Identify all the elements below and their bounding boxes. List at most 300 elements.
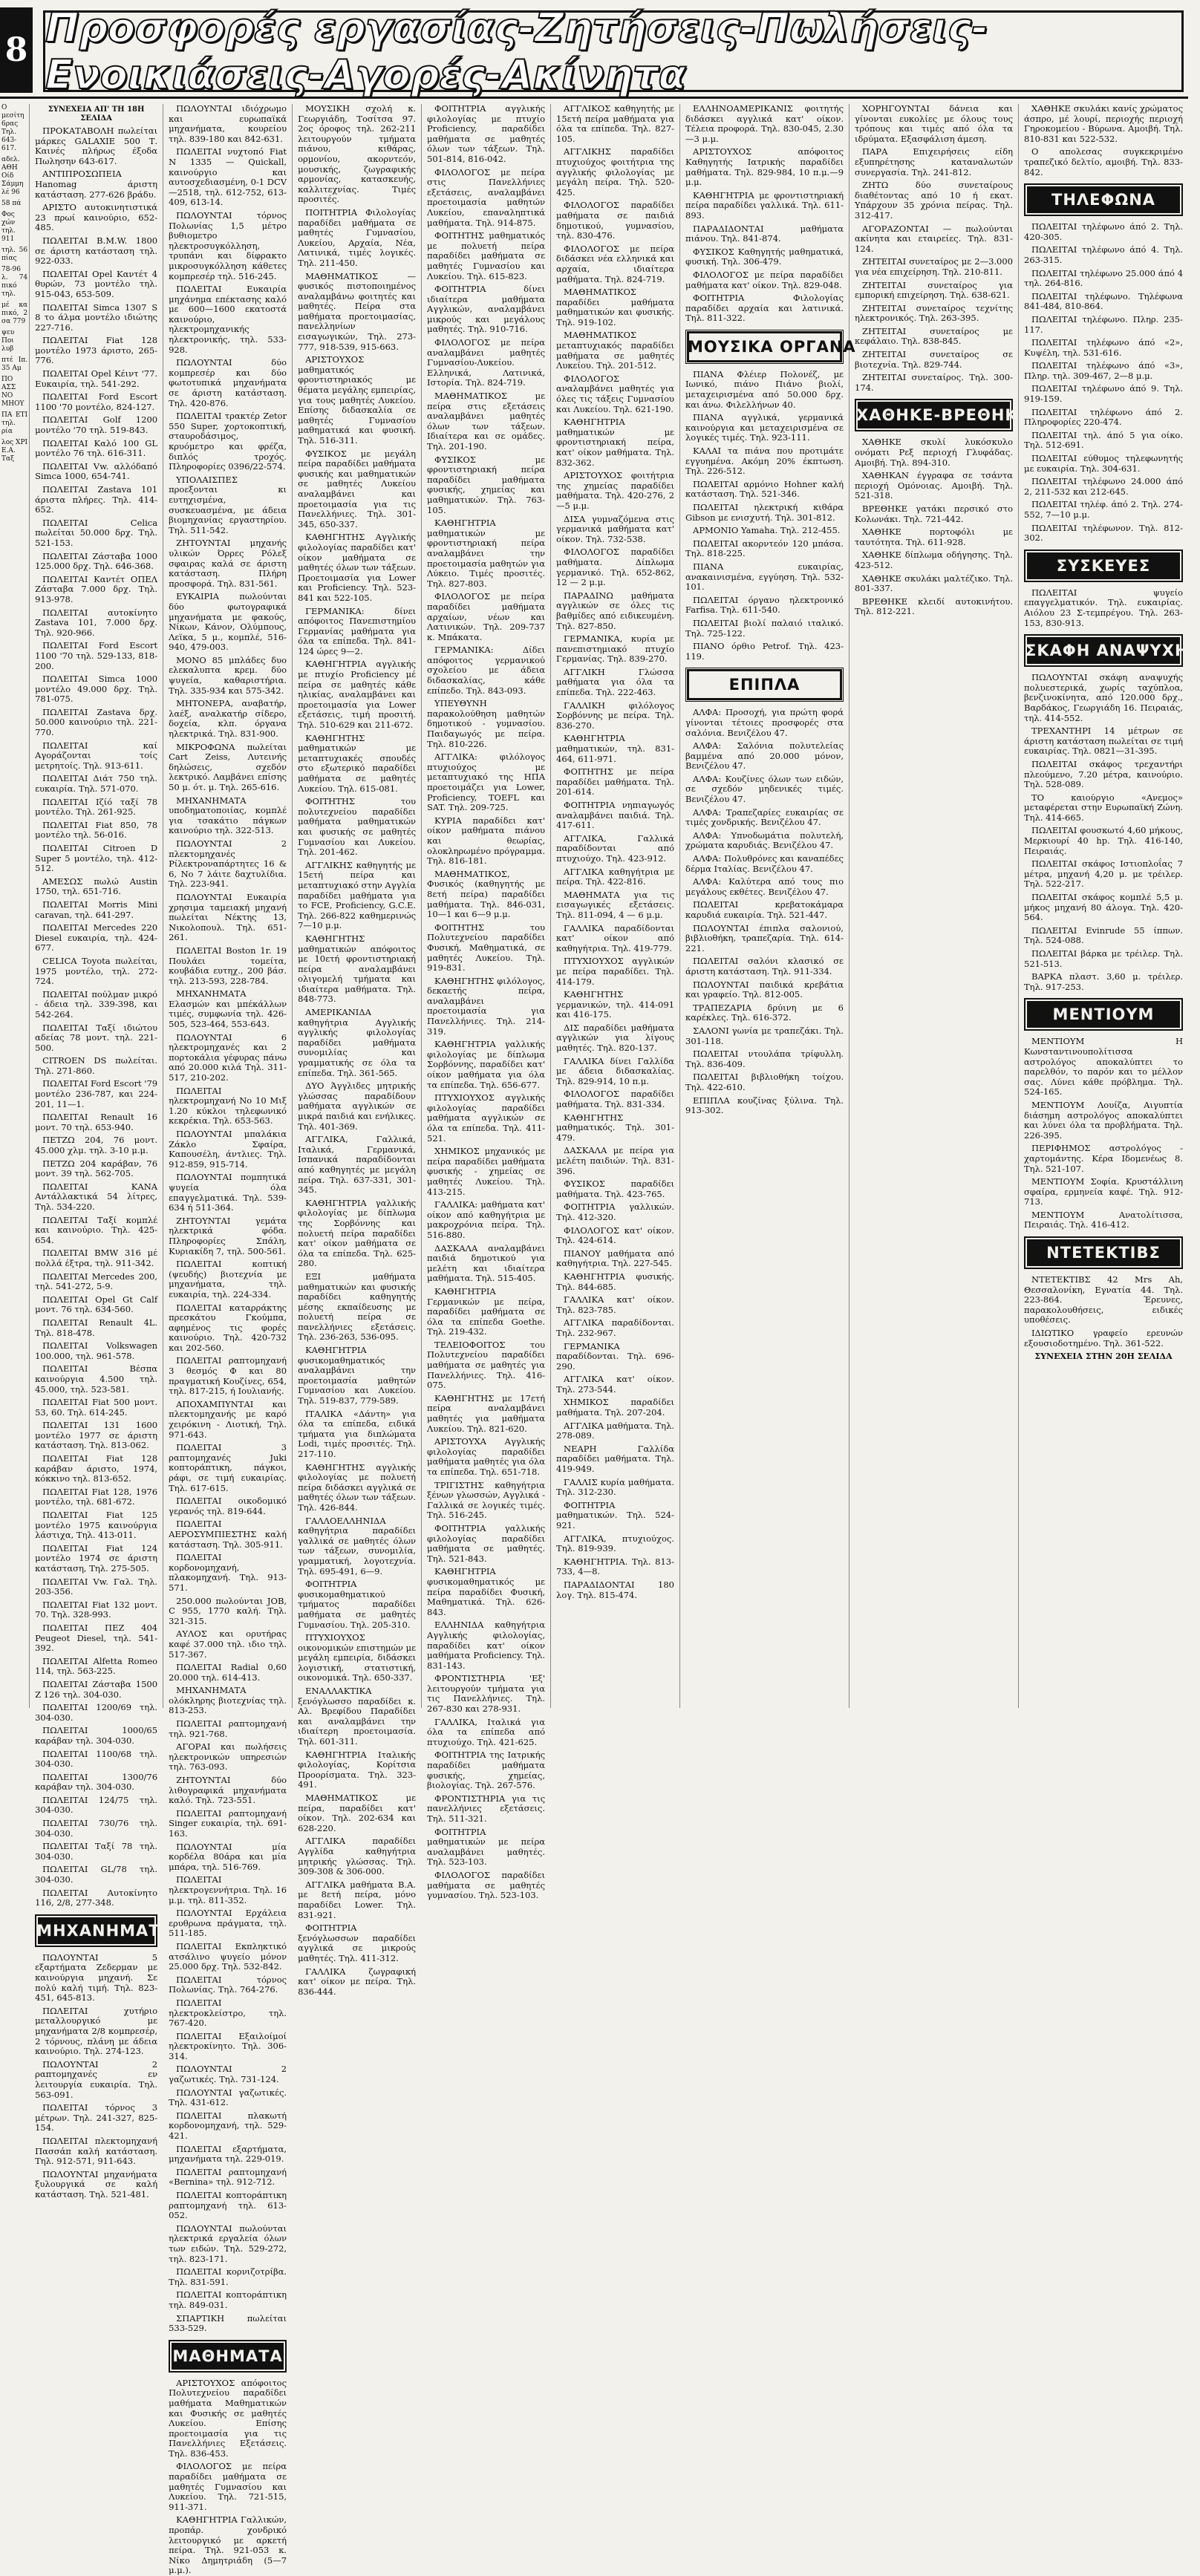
classified-ad: ΠΩΛΕΙΤΑΙ πούλμαν μικρό - άδεια τηλ. 339-398, και 542-264. xyxy=(35,988,158,1020)
classified-ad: ΖΗΤΕΙΤΑΙ συνεταίρος για εμπορική επιχείρηση. Τηλ. 638-621. xyxy=(855,279,1014,301)
section-heading: ΤΗΛΕΦΩΝΑ xyxy=(1024,183,1183,216)
classified-ad: ΑΝΤΙΠΡΟΣΩΠΕΙΑ Hanomag άριστη κατάσταση. 277-626 βράδυ. xyxy=(35,169,158,200)
classified-ad: ΠΩΛΕΙΤΑΙ Ιζίό ταξί 78 μοντέλο. Τηλ. 261-925. xyxy=(35,796,158,818)
masthead xyxy=(0,0,1188,99)
classified-ad: ΠΩΛΕΙΤΑΙ ραπτομηχανή τηλ. 921-768. xyxy=(169,1718,287,1739)
classified-ad: ΠΩΛΕΙΤΑΙ GL/78 τηλ. 304-030. xyxy=(35,1864,158,1885)
classified-ad: ΑΓΓΛΙΚΑ, Γαλλικά παραδίδονται από πτυχιούχο. Τηλ. 423-912. xyxy=(556,832,675,864)
classified-ad: ΤΡΑΠΕΖΑΡΙΑ δρύινη με 6 καρέκλες. Τηλ. 616-372. xyxy=(685,1002,844,1023)
section-heading: ΕΠΙΠΛΑ xyxy=(685,668,844,702)
classified-ad: ΠΩΛΕΙΤΑΙ ραπτομηχανή Singer ευκαιρία, τηλ. 691-163. xyxy=(169,1807,287,1839)
classified-ad: ΚΑΘΗΓΗΤΡΙΑ Ιταλικής φιλολογίας, Κορίτσια Προορίσματα. Τηλ. 323-491. xyxy=(298,1749,417,1790)
classified-ad: ΠΑΡΑΔΙΔΟΝΤΑΙ 180 λογ. Τηλ. 815-474. xyxy=(556,1579,675,1600)
section-heading: ΜΕΝΤΙΟΥΜ xyxy=(1024,998,1183,1031)
classified-ad: ΚΑΘΗΓΗΤΡΙΑ. Τηλ. 813-733, 4—8. xyxy=(556,1556,675,1577)
classified-ad: ΔΑΣΚΑΛΑ με πείρα για μελέτη παιδιών. Τηλ. 831-396. xyxy=(556,1145,675,1176)
section-heading: ΣΥΣΚΕΥΕΣ xyxy=(1024,550,1183,582)
classified-ad: ΠΑΡΑΔΙΝΩ μαθήματα αγγλικών σε όλες τις βαθμίδες από ειδικευμένη. Τηλ. 827-850. xyxy=(556,590,675,631)
classifieds-columns xyxy=(0,103,1200,2576)
classified-ad: ΠΙΑΝΑ αγγλικά, γερμανικά καινούργια και μεταχειρισμένα σε λογικές τιμές. Τηλ. 923-111. xyxy=(685,412,844,443)
classified-ad: ΜΕΝΤΙΟΥΜ Σοφία. Κρυστάλλινη σφαίρα, ερμηνεία καφέ. Τηλ. 912-713. xyxy=(1024,1176,1184,1207)
classified-ad: ΠΩΛΟΥΝΤΑΙ Ερχάλεια ερυθρωνα πράγματα, τηλ. 511-185. xyxy=(169,1908,287,1939)
classified-ad: ΠΩΛΕΙΤΑΙ 1000/65 καράβαν τηλ. 304-030. xyxy=(35,1725,158,1746)
section-banner xyxy=(43,4,1184,98)
classified-ad: ΠΩΛΟΥΝΤΑΙ πομπητικά ψυγεία όλα επαγγελματικά. Τηλ. 539-634 ή 511-364. xyxy=(169,1172,287,1213)
classified-ad: ΑΓΓΛΙΚΑ μαθήματα. Τηλ. 278-089. xyxy=(556,1420,675,1441)
classified-ad: ΠΩΛΟΥΝΤΑΙ δύο κομπρεσέρ και δύο φωτοτυπικά μηχανήματα σε άριστη κατάσταση. Τηλ. 420-876. xyxy=(169,357,287,408)
classified-ad: ΑΛΦΑ: Σαλόνια πολυτελείας βαμμένα από 20.000 μόνον, Βενιζέλου 47. xyxy=(685,740,844,772)
classified-ad: ΚΑΘΗΓΗΤΡΙΑ μαθηματικών με φροντιστηριακή πείρα αναλαμβάνει την προετοιμασία μαθητών για Λύκειο. Τιμές προσιτές. Τηλ. 827-803. xyxy=(427,518,546,589)
classified-ad: λος ΧΡΙ Ε.Α. Ταξ xyxy=(1,439,28,463)
classified-ad: ΑΜΕΣΩΣ πωλώ Austin 1750, τηλ. 651-716. xyxy=(35,875,158,897)
classified-ad: ΤΡΙΓΙΣΤΗΣ καθηγήτρια ξένων γλωσσών, Αγγλικά - Γαλλικά σε λογικές τιμές. Τηλ. 516-245. xyxy=(427,1479,546,1521)
classified-ad: ΔΥΟ Άγγλιδες μητρικής γλώσσας παραδίδουν μαθήματα αγγλικών σε μικρά παιδιά και ενήλικες. Τηλ. 401-369. xyxy=(298,1080,417,1132)
classified-ad: ΠΑΡΑ Επιχειρήσεις είδη εξυπηρέτησης καταναλωτών συνεργασία. Τηλ. 241-812. xyxy=(855,146,1014,177)
classified-ad: ΠΩΛΕΙΤΑΙ BMW 316 μέ πολλά έξτρα, τηλ. 911-342. xyxy=(35,1248,158,1268)
classified-ad: ΠΩΛΕΙΤΑΙ Ταξί κομπλέ και καινούριο. Τηλ. 425-654. xyxy=(35,1214,158,1245)
classified-ad: ΜΕΝΤΙΟΥΜ Η Κωνσταντινουπολίτισσα αστρολόγος αποκαλύπτει το παρελθόν, το παρόν και το μέλλον σας. Λύνει κάθε πρόβλημα. Τηλ. 524-165. xyxy=(1024,1036,1184,1098)
classified-ad: ΚΑΛΑΙ τα πιάνα που προτιμάτε εγγυημένα. Ακόμη 20% έκπτωση. Τηλ. 226-512. xyxy=(685,446,844,477)
classified-ad: ΠΩΛΕΙΤΑΙ τηλέφωνο. Πληρ. 235-117. xyxy=(1024,313,1184,335)
classified-ad: ΠΩΛΕΙΤΑΙ αρμόνιο Hohner καλή κατάσταση. Τηλ. 521-346. xyxy=(685,478,844,500)
classified-ad: ΠΩΛΕΙΤΑΙ κοπτοράπτικη ραπτομηχανή τηλ. 613-052. xyxy=(169,2190,287,2221)
classified-ad: ΑΡΙΣΤΟΥΧΟΣ φοιτήτρια της χημείας παραδίδει μαθήματα. Τηλ. 420-276, 2—5 μ.μ. xyxy=(556,470,675,511)
classified-ad: ΖΗΤΕΙΤΑΙ συνεταίρος σε βιοτεχνία. Τηλ. 829-744. xyxy=(855,349,1014,370)
classified-ad: ΠΩΛΕΙΤΑΙ Vw. αλλόδαπό Simca 1000, 654-741. xyxy=(35,460,158,482)
classified-ad: ΠΩΛΕΙΤΑΙ Fiat 132 μοντ. 70. Τηλ. 328-993. xyxy=(35,1599,158,1620)
classified-ad: ΠΩΛΕΙΤΑΙ φουσκωτό 4,60 μήκους, Μερκιουρί 40 hp. Τηλ. 416-140, Πειραιάς. xyxy=(1024,825,1184,856)
classified-ad: ΧΑΘΗΚΕ σκυλάκι κανίς χρώματος άσπρο, μέ λουρί, περιοχής περιοχή Γηροκομείου - Βύρωνα. Αμοιβή. Τηλ. 810-831 και 522-532. xyxy=(1024,103,1184,144)
classified-ad: ΠΩΛΟΥΝΤΑΙ Ευκαιρία χρησιμα ταμειακή μηχανή πωλείται Νέκτης 13, Νικολοπουλ. Τηλ. 651-261. xyxy=(169,891,287,943)
classified-ad: ΠΩΛΕΙΤΑΙ ακορντεόν 120 μπάσα. Τηλ. 818-225. xyxy=(685,538,844,559)
classified-ad: ΦΟΙΤΗΤΡΙΑ ξενόγλωσσων παραδίδει αγγλικά σε μικρούς μαθητές. Τηλ. 411-312. xyxy=(298,1923,417,1963)
classified-ad: ΦΟΙΤΗΤΡΙΑ νηπιαγωγός αναλαμβάνει παιδιά. Τηλ. 417-611. xyxy=(556,800,675,831)
classified-ad: ΕΝΑΛΛΑΚΤΙΚΑ ξενόγλωσσο παραδίδει κ. Αλ. Βρεφίδου Παραδίδει και αναλαμβάνει την ιδιαίτερη προετοιμασία. Τηλ. 601-311. xyxy=(298,1686,417,1747)
classified-ad: ΜΗΧΑΝΗΜΑΤΑ ολόκληρης βιοτεχνίας τηλ. 813-253. xyxy=(169,1685,287,1716)
classified-ad: ΥΠΕΥΘΥΝΗ παρακολούθηση μαθητών δημοτικού - γυμνασίου. Παιδαγωγός με πείρα. Τηλ. 810-226. xyxy=(427,698,546,749)
column-8 xyxy=(1019,103,1200,1708)
classified-ad: ΕΠΙΠΛΑ κουζίνας ξύλινα. Τηλ. 913-302. xyxy=(685,1095,844,1116)
classified-ad: ΜΗΧΑΝΗΜΑΤΑ Ελασμών και μπέκάλλων τιμές, συμφωνία τηλ. 426-505, 523-464, 553-643. xyxy=(169,988,287,1030)
classified-ad: ΑΓΓΛΙΚΑ, Γαλλικά, Ιταλικά, Γερμανικά, Ισπανικά παραδίδονται από καθηγητές με μεγάλη πείρα. Τηλ. 637-331, 301-345. xyxy=(298,1134,417,1196)
classified-ad: ΒΡΕΘΗΚΕ κλειδί αυτοκινήτου. Τηλ. 812-221. xyxy=(855,596,1014,617)
classified-ad: ΦΙΛΟΛΟΓΟΣ παραδίδει μαθήματα σε μαθητές γυμνασίου. Τηλ. 523-103. xyxy=(427,1869,546,1901)
classified-ad: ΠΟ ΑΣΣ ΝΟ ΜΗΟΥ xyxy=(1,376,25,408)
classified-ad: ΠΩΛΕΙΤΑΙ Ταξί 78 τηλ. 304-030. xyxy=(35,1841,158,1862)
classified-ad: ΠΙΑΝΟ όρθιο Petrof. Τηλ. 423-119. xyxy=(685,641,844,662)
classified-ad: ΠΩΛΕΙΤΑΙ ηλεκτρογεννήτρια. Τηλ. 16 μ.μ. τηλ. 811-352. xyxy=(169,1874,287,1905)
classified-ad: ΠΩΛΕΙΤΑΙ κορνιζοτρίβα. Τηλ. 831-591. xyxy=(169,2266,287,2287)
classified-ad: ΠΩΛΕΙΤΑΙ Ευκαιρία μηχάνημα επέκτασης καλό με 600—1600 εκατοστά καινούριο, ηλεκτρομηχανικής ηλεκτρονικής, τηλ. 533-928. xyxy=(169,284,287,355)
classified-ad: ΑΓΓΛΙΚΟΣ καθηγητής με 15ετή πείρα μαθήματα για όλα τα επίπεδα. Τηλ. 827-105. xyxy=(556,103,675,144)
section-heading: ΧΑΘΗΚΕ-ΒΡΕΘΗΚΕ xyxy=(855,399,1013,431)
classified-ad: ΙΔΙΩΤΙΚΟ γραφείο ερευνών εξουσιοδοτημένο. Τηλ. 361-522. xyxy=(1024,1328,1184,1349)
classified-ad: ΕΥΚΑΙΡΙΑ πωλούνται δύο φωτογραφικά μηχανήματα με φακούς, Νίκων, Κάνον, Ολύμπους, Λεϊκα, 5 μ., κομπλέ, 516-940, 479-003. xyxy=(169,591,287,653)
classified-ad: ΠΩΛΕΙΤΑΙ Εξαιλοίμοί ηλεκτροκίνητο. Τηλ. 306-314. xyxy=(169,2030,287,2061)
classified-ad: ΑΛΦΑ: Υπνοδωμάτια πολυτελή, χρώματα καρυδιάς. Βενιζέλου 47. xyxy=(685,829,844,851)
classified-ad: ΦΙΛΟΛΟΓΟΣ με πείρα παραδίδει μαθήματα κατ' οίκον. Τηλ. 829-048. xyxy=(685,269,844,290)
classified-ad: ΠΙΑΝΑ Φλέιερ Πολονέζ, με Ιωνικό, πιάνο Πιάνο βιολί, μεταχειρισμένα από 50.000 δρχ. και άνω. Φιλελλήνων 40. xyxy=(685,368,844,410)
classified-ad: ΠΩΛΕΙΤΑΙ σκάφος Ιστιοπλοΐας 7 μέτρα, μηχανή 4,20 μ. με τρέιλερ. Τηλ. 522-217. xyxy=(1024,858,1184,890)
classified-ad: ΠΩΛΕΙΤΑΙ χυτήριο μεταλλουργικό με μηχανήματα 2/8 κομπρεσέρ, 2 τόρνους, πλάνη με άδεια καινούριο. Τηλ. 274-123. xyxy=(35,2005,158,2057)
classified-ad: ΠΩΛΕΙΤΑΙ Mercedes 220 Diesel ευκαιρία, τηλ. 424-677. xyxy=(35,922,158,953)
classified-ad: ΓΑΛΛΙΚΑ κατ' οίκον. Τηλ. 823-785. xyxy=(556,1294,675,1315)
classified-ad: ΧΑΘΗΚΕ πορτοφόλι με ταυτότητα. Τηλ. 611-928. xyxy=(855,526,1014,547)
classified-ad: ΓΑΛΛΙΚΑ παραδίδονται κατ' οίκον από καθηγήτρια. Τηλ. 419-779. xyxy=(556,922,675,953)
classified-ad: τηλ. 56 πίας xyxy=(1,247,28,262)
classified-ad: ΠΩΛΕΙΤΑΙ Ζάσταβα 1500 Ζ 126 τηλ. 304-030. xyxy=(35,1678,158,1700)
classified-ad: ΠΩΛΕΙΤΑΙ Alfetta Romeo 114, τηλ. 563-225. xyxy=(35,1655,158,1677)
classified-ad: ΦΙΛΟΛΟΓΟΣ με πείρα διδάσκει νέα ελληνικά και αρχαία, ιδιαίτερα μαθήματα. Τηλ. 824-719. xyxy=(556,243,675,284)
classified-ad: ΠΩΛΕΙΤΑΙ Volkswagen 100.000, τηλ. 961-578. xyxy=(35,1340,158,1361)
classified-ad: ΠΩΛΕΙΤΑΙ Evinrude 55 ίππων. Τηλ. 524-088. xyxy=(1024,925,1184,946)
classified-ad: ΑΓΟΡΑΙ και πωλήσεις ηλεκτρονικών υπηρεσιών τηλ. 763-093. xyxy=(169,1741,287,1773)
classified-ad: ΠΩΛΕΙΤΑΙ Ford Escort 1100 '70 μοντέλο, 824-127. xyxy=(35,391,158,412)
classified-ad: ΠΩΛΕΙΤΑΙ Fiat 128 μοντέλο 1973 άριστο, 265-776. xyxy=(35,335,158,366)
classified-ad: ΠΩΛΕΙΤΑΙ τόρνος Πολωνίας. Τηλ. 764-276. xyxy=(169,1974,287,1995)
classified-ad: ΑΡΜΟΝΙΟ Yamaha. Τηλ. 212-455. xyxy=(693,525,841,536)
classified-ad: ΑΓΓΛΙΚΗ Γλώσσα μαθήματα για όλα τα επίπεδα. Τηλ. 222-463. xyxy=(556,666,675,698)
classified-ad: ΠΩΛΕΙΤΑΙ τρακτέρ Zetor 550 Super, χορτοκοπτική, σταυροδάσιμος, κρυόμετρο και φρέζα, διπλός τροχός. Πληροφορίες 0396/22-574. xyxy=(169,411,287,472)
classified-ad: ΓΕΡΜΑΝΙΚΑ παραδίδονται. Τηλ. 696-290. xyxy=(556,1340,675,1372)
classified-ad: ΚΑΘΗΓΗΤΡΙΑ Γαλλικών, προπάρ. χονδρικό λειτουργικό με αρκετή πείρα. Τηλ. 921-053 κ. Νίκο Δημητριάδη (5—7 μ.μ.). xyxy=(169,2514,287,2576)
classified-ad: ΑΓΓΛΙΚΗΣ παραδίδει πτυχιούχος φοιτήτρια της αγγλικής φιλολογίας με μεγάλη πείρα. Τηλ. 520-425. xyxy=(556,146,675,198)
classified-ad: ΠΩΛΕΙΤΑΙ Golf 1200 μοντέλο '70 τηλ. 519-843. xyxy=(35,414,158,436)
classified-ad: ΠΩΛΕΙΤΑΙ Αυτοκίνητο 116, 2/8, 277-348. xyxy=(35,1887,158,1908)
classified-ad: ΜΑΘΗΜΑΤΙΚΟΣ, Φυσικός (καθηγητής με 8ετή πείρα) παραδίδει μαθήματα. Τηλ. 846-031, 10—1 και 6—9 μ.μ. xyxy=(427,868,546,920)
classified-ad: ΓΑΛΛΙΚΑ, Ιταλικά για όλα τα επίπεδα από πτυχιούχο. Τηλ. 421-625. xyxy=(427,1716,546,1747)
classified-ad: ΦΟΙΤΗΤΗΣ του πολυτεχνείου παραδίδει μαθήματα μαθηματικών και φυσικής σε μαθητές Γυμνασίου και Λυκείου. Τηλ. 201-462. xyxy=(298,796,417,858)
classified-ad: ΜΟΝΟ 85 μπλάδες δυο ελεκαλυπτα κρεμ. δύο ψυγεία, καθαριστήρια. Τηλ. 335-934 και 575-342. xyxy=(169,654,287,696)
classified-ad: ΠΩΛΕΙΤΑΙ βάρκα με τρέιλερ. Τηλ. 521-513. xyxy=(1024,948,1184,969)
classified-ad: ΑΓΓΛΙΚΑ παραδίδει Αγγλίδα καθηγήτρια μητρικής γλώσσας. Τηλ. 309-308 & 306-000. xyxy=(298,1836,417,1877)
classified-ad: ΠΕΤΖΩ 204 καράβαν, 76 μοντ. 39 τηλ. 562-705. xyxy=(35,1158,158,1179)
classified-ad: ΠΩΛΕΙΤΑΙ Celica πωλείται 50.000 δρχ. Τηλ. 521-153. xyxy=(35,517,158,548)
classified-ad: ΔΙΣ παραδίδει μαθήματα αγγλικών για λίγους μαθητές. Τηλ. 820-137. xyxy=(556,1022,675,1054)
classified-ad: ΚΑΘΗΓΗΤΡΙΑ αγγλικής με πτυχίο Proficiency μέ πείρα σε μαθητές κάθε ηλικίας, αναλαμβάνει και προετοιμασία για Lower εξετάσεις, τιμή προσιτή. Τηλ. 510-629 και 211-672. xyxy=(298,659,417,731)
classified-ad: ΦΙΛΟΛΟΓΟΣ παραδίδει μαθήματα σε παιδιά δημοτικού, γυμνασίου, τηλ. 830-476. xyxy=(556,200,675,241)
section-heading: ΜΑΘΗΜΑΤΑ xyxy=(169,2340,287,2373)
classified-ad: ΠΩΛΕΙΤΑΙ ηλεκτρομηχανή No 10 Μιξ 1.20 κύκλοι τηλεφωνικό κεκρέκια. Τηλ. 653-563. xyxy=(169,1085,287,1126)
classified-ad: ΚΑΘΗΓΗΤΡΙΑ μαθηματικών με φροντιστηριακή πείρα, κατ' οίκον μαθήματα. Τηλ. 832-362. xyxy=(556,417,675,468)
classified-ad: ΠΩΛΟΥΝΤΑΙ μηχανήματα ξυλουργικά σε καλή κατάσταση. Τηλ. 521-481. xyxy=(35,2168,158,2200)
classified-ad: ΠΩΛΕΙΤΑΙ ΠΕΖ 404 Peugeot Diesel, τηλ. 541-392. xyxy=(35,1622,158,1654)
classified-ad: ΠΩΛΟΥΝΤΑΙ γαζωτικές. Τηλ. 431-612. xyxy=(169,2087,287,2108)
classified-ad: ΠΩΛΕΙΤΑΙ Fiat 850, 78 μοντέλο τηλ. 56-016. xyxy=(35,819,158,841)
classified-ad: ΠΩΛΕΙΤΑΙ Opel Καντέτ 4 θυρών, 73 μοντέλο τηλ. 915-043, 653-509. xyxy=(35,268,158,299)
column-4 xyxy=(422,103,551,1901)
classified-ad: ΦΙΛΟΛΟΓΟΣ με πείρα παραδίδει μαθήματα σε μαθητές Γυμνασίου και Λυκείου. Τηλ. 721-515, 911-371. xyxy=(169,2461,287,2512)
classified-ad: μέ κα πικό, 2 σα 779 xyxy=(1,301,28,325)
classified-ad: ΠΩΛΕΙΤΑΙ τηλέφωνον. Τηλ. 812-302. xyxy=(1024,522,1184,544)
classified-ad: ΣΑΛΟΝΙ γωνία με τραπεζάκι. Τηλ. 301-118. xyxy=(685,1025,844,1046)
classified-ad: ΠΩΛΟΥΝΤΑΙ έπιπλα σαλονιού, βιβλιοθήκη, τραπεζαρία. Τηλ. 614-221. xyxy=(685,922,844,953)
classified-ad: 250.000 πωλούνται JOB, C 955, 1770 καλή. Τηλ. 321-315. xyxy=(169,1595,287,1626)
classified-ad: ΠΟΙΤΗΤΡΙΑ Φιλολογίας παραδίδει μαθήματα σε μαθητές Γυμνασίου, Λυκείου, Αρχαία, Νέα, Λατινικά, τιμές λογικές. Τηλ. 211-450. xyxy=(298,206,417,268)
classified-ad: ΦΙΛΟΛΟΓΟΣ με πείρα στις Πανελλήνιες εξετάσεις, αναλαμβάνει προετοιμασία μαθητών Λυκείου, επαναληπτικά μαθήματα. Τηλ. 914-875. xyxy=(427,166,546,228)
classified-ad: ΠΩΛΕΙΤΑΙ κοπτοράπτικη τηλ. 849-031. xyxy=(169,2289,287,2310)
classified-ad: πτέ Ιπ. 35 Αμ xyxy=(1,356,28,372)
classified-ad: ΑΓΓΛΙΚΑ κατ' οίκον. Τηλ. 273-544. xyxy=(556,1374,675,1395)
page-title: Προσφορές εργασίας-Ζητήσεις-Πωλήσεις-Ενοικιάσεις-Αγορές-Ακίνητα xyxy=(45,4,988,98)
column-0 xyxy=(0,104,30,1708)
classified-ad: Ο μεσίτη 6ρας Τηλ. 643-617. xyxy=(1,104,25,152)
classified-ad: ΠΩΛΟΥΝΤΑΙ πωλούνται ηλεκτρικά εργαλεία όλων των ειδών. Τηλ. 529-272, τηλ. 823-171. xyxy=(169,2223,287,2264)
classified-ad: ΠΩΛΟΥΝΤΑΙ 6 ηλεκτρομηχανές και 2 πορτοκάλια γέφυρας πάνω από 20.000 κιλά Τηλ. 311-517, 210-202. xyxy=(169,1031,287,1083)
classified-ad: ΠΩΛΕΙΤΑΙ B.M.W. 1800 σε άριστη κατάσταση τηλ. 922-033. xyxy=(35,235,158,267)
classified-ad: 78-96 λ. 74 πικό τηλ. xyxy=(1,266,28,298)
classified-ad: ΙΤΑΛΙΚΑ «Δάντη» για όλα τα επίπεδα, ειδικά τμήματα για διπλώματα Lodi, τιμές προσιτές. Τηλ. 217-110. xyxy=(298,1408,417,1459)
classified-ad: ΚΥΡΙΑ παραδίδει κατ' οίκον μαθήματα πιάνου και θεωρίας, ολοκληρωμένο πρόγραμμα. Τηλ. 816-181. xyxy=(427,815,546,867)
classified-ad: ΦΟΙΤΗΤΗΣ με πείρα παραδίδει μαθήματα. Τηλ. 201-614. xyxy=(556,766,675,798)
classified-ad: ΦΟΙΤΗΤΡΙΑ Φιλολογίας παραδίδει αρχαία και λατινικά. Τηλ. 811-322. xyxy=(685,293,844,324)
classified-ad: ΧΗΜΙΚΟΣ παραδίδει μαθήματα. Τηλ. 207-204. xyxy=(556,1397,675,1418)
classified-ad: ΠΩΛΕΙΤΑΙ τηλέφωνο άπό «3», Πληρ. τηλ. 309-467, 2—8 μ.μ. xyxy=(1024,360,1184,381)
classified-ad: ΠΩΛΟΥΝΤΑΙ τόρνος Πολωνίας 1,5 μέτρο βυθιομετρο ηλεκτροσυγκόλληση, τρυπάνι και δίφρακτο μικροσυγκόλληση κάθετες κομπρεσέρ τηλ. 516-245. xyxy=(169,209,287,281)
classified-ad: ΠΩΛΕΙΤΑΙ Vw. Γαλ. Τηλ. 203-356. xyxy=(35,1576,158,1597)
classified-ad: ΑΛΦΑ: Καλύτερα από τους πιο μεγάλους εκθέτες. Βενιζέλου 47. xyxy=(685,876,844,897)
classified-ad: ΑΜΕΡΙΚΑΝΙΔΑ καθηγήτρια Αγγλικής αγγλικής φιλολογίας παραδίδει μαθήματα συνομιλίας και γραμματικής σε όλα τα επίπεδα. Τηλ. 361-565. xyxy=(298,1007,417,1078)
classified-ad: ΧΗΜΙΚΟΣ μηχανικός με πείρα παραδίδει μαθήματα φυσικής - χημείας σε μαθητές Λυκείου. Τηλ. 413-215. xyxy=(427,1146,546,1197)
classified-ad: ΠΩΛΕΙΤΑΙ 124/75 τηλ. 304-030. xyxy=(35,1794,158,1816)
classified-ad: ΠΩΛΕΙΤΑΙ Ford Escort '79 μοντέλο 236-787, και 224-201, 11—1. xyxy=(35,1078,158,1109)
classified-ad: ΠΩΛΕΙΤΑΙ καταρράκτης πρεσκάτου Γκούμπα, αφημένος τις φορές καινούριο. Τηλ. 420-732 και 202-560. xyxy=(169,1302,287,1353)
classified-ad: ΠΩΛΕΙΤΑΙ 1200/69 τηλ. 304-030. xyxy=(35,1702,158,1723)
classified-ad: Ο απολεσας συγκεκριμένο τραπεζικό δελτίο, αμοιβή. Τηλ. 833-842. xyxy=(1024,146,1184,177)
classified-ad: ΚΑΘΗΓΗΤΗΣ Αγγλικής φιλολογίας παραδίδει κατ' οίκον μαθήματα σε μαθητές όλων των τάξεων. Προετοιμασία για Lower και Proficiency. Τηλ. 523-841 και 522-105. xyxy=(298,532,417,603)
classified-ad: ΑΡΙΣΤΟΥΧΟΣ απόφοιτος Καθηγητής Ιατρικής παραδίδει μαθήματα. Τηλ. 829-984, 10 π.μ.—9 μ.μ. xyxy=(685,146,844,188)
classified-ad: ΑΥΛΟΣ και ορυτήρας καφέ 37.000 τηλ. ιδιο τηλ. 517-367. xyxy=(169,1628,287,1660)
classified-ad: ΠΩΛΕΙΤΑΙ τηλέφωνο 24.000 άπό 2, 211-532 και 212-645. xyxy=(1024,476,1184,497)
classified-ad: ΠΩΛΕΙΤΑΙ Ford Escort 1100 '70 τηλ. 529-133, 818-200. xyxy=(35,640,158,671)
classified-ad: ΠΩΛΕΙΤΑΙ τηλέφ. άπό 2. Τηλ. 274-552, 7—10 μ.μ. xyxy=(1024,499,1184,520)
classified-ad: ΦΟΙΤΗΤΡΙΑ της Ιατρικής παραδίδει μαθήματα φυσικής, χημείας, βιολογίας. Τηλ. 267-576. xyxy=(427,1750,546,1791)
classified-ad: ΜΗΧΑΝΗΜΑΤΑ υποδηματοποιίας, κομπλέ για τσακάτιο πάγκων καινούριο τηλ. 322-513. xyxy=(169,795,287,836)
classified-ad: ΦΟΙΤΗΤΗΣ μαθηματικός με πολυετή πείρα παραδίδει μαθήματα σε μαθητές Γυμνασίου και Λυκείου. Τηλ. 615-823. xyxy=(427,230,546,281)
classified-ad: ΠΩΛΕΙΤΑΙ όργανο ηλεκτρονικό Farfisa. Τηλ. 611-540. xyxy=(685,594,844,616)
classified-ad: ΖΗΤΕΙΤΑΙ συνεταίρος τεχνίτης ηλεκτρονικός. Τηλ. 263-395. xyxy=(855,302,1014,324)
classified-ad: ΚΑΘΗΓΗΤΗΣ με 17ετή πείρα αναλαμβάνει μαθητές για μαθήματα Λυκείου. Τηλ. 821-620. xyxy=(427,1392,546,1434)
classified-ad: ΦΙΛΟΛΟΓΟΣ με πείρα αναλαμβάνει μαθητές Γυμνασίου-Λυκείου. Ελληνικά, Λατινικά, Ιστορία. Τηλ. 824-719. xyxy=(427,337,546,388)
classified-ad: ΠΩΛΟΥΝΤΑΙ 2 γαζωτικές. Τηλ. 731-124. xyxy=(169,2064,287,2085)
classified-ad: ΠΩΛΕΙΤΑΙ τηλέφωνο 25.000 άπό 4 τηλ. 264-816. xyxy=(1024,267,1184,289)
classified-ad: ΠΩΛΕΙΤΑΙ τηλ. άπό 5 για οίκο. Τηλ. 512-691. xyxy=(1024,429,1184,451)
classified-ad: ΠΩΛΕΙΤΑΙ εύθυμος τηλεφωνητής με ευκαιρία. Τηλ. 304-631. xyxy=(1024,453,1184,474)
classified-ad: ΜΑΘΗΜΑΤΙΚΟΣ — φυσικός πιστοποιημένος αναλαμβάνω φοιτητές και μαθητές. Πείρα στα μαθήματα προετοιμασίας, πανελληνίων εισαγωγικών, Τηλ. 273-777, 918-539, 915-663. xyxy=(298,270,417,352)
classified-ad: ΦΟΙΤΗΤΡΙΑ μαθηματικών. Τηλ. 524-921. xyxy=(556,1499,675,1530)
classified-ad: ΝΕΑΡΗ Γαλλίδα παραδίδει μαθήματα. Τηλ. 419-949. xyxy=(556,1443,675,1475)
classified-ad: ΚΑΘΗΓΗΤΗΣ μαθηματικών με μεταπτυχιακές σπουδές στο εξωτερικό παραδίδει μαθήματα σε μαθητές Λυκείου. Τηλ. 615-081. xyxy=(298,732,417,794)
classified-ad: ΦΟΙΤΗΤΡΙΑ αγγλικής φιλολογίας με πτυχίο Proficiency, παραδίδει μαθήματα σε μαθητές όλων των τάξεων. Τηλ. 501-814, 816-042. xyxy=(427,103,546,164)
classified-ad: ΚΑΘΗΓΗΤΡΙΑ μαθηματικών, τηλ. 831-464, 611-971. xyxy=(556,733,675,764)
classified-ad: ΜΕΝΤΙΟΥΜ Λουίζα, Αιγυπτία διάσημη αστρολόγος αποκαλύπτει και λύνει όλα τα προβλήματα. Τηλ. 226-395. xyxy=(1024,1099,1184,1141)
classified-ad: ΠΩΛΟΥΝΤΑΙ μία κορδέλα 80άρα και μία μπάρα, τηλ. 516-769. xyxy=(169,1841,287,1872)
classified-ad: ΧΑΘΗΚΕ δίπλωμα οδήγησης. Τηλ. 423-512. xyxy=(855,550,1014,570)
classified-ad: ΓΕΡΜΑΝΙΚΑ: Δίδει απόφοιτος γερμανικού σχολείου με άδεια διδασκαλίας, κάθε επίπεδο. Τηλ. 843-093. xyxy=(427,645,546,696)
classified-ad: ΜΙΚΡΟΦΩΝΑ πωλείται Cart Zeiss, Λυτεινής δηλώσεις, σχεδόν λεκτρικό. Λαμβάνει επίσης 50 μ. ότ. μ. Τηλ. 265-616. xyxy=(169,741,287,792)
section-heading: ΜΟΥΣΙΚΑ ΟΡΓΑΝΑ xyxy=(685,330,844,364)
classified-ad: ΑΓΓΛΙΚΑ: φιλόλογος πτυχιούχος με μεταπτυχιακό της ΗΠΑ προετοιμάζει για Lower, Proficiency, TOEFL και SAT. Τηλ. 209-725. xyxy=(427,751,546,813)
classified-ad: ΠΩΛΕΙΤΑΙ κοπτική (ψευδής) βιοτεχνία με μηχανήματα, τηλ. ευκαιρία, τηλ. 224-334. xyxy=(169,1259,287,1300)
classified-ad: αδελ. ΑΘΗ Οίδ Σάμμη λέ 96 xyxy=(1,156,24,196)
classified-ad: ΕΛΛΗΝΟΑΜΕΡΙΚΑΝΙΣ φοιτητής διδάσκει αγγλικά κατ' οίκον. Τέλεια προφορά. Τηλ. 830-045, 2.30—3 μ.μ. xyxy=(685,103,844,144)
classified-ad: ΦΡΟΝΤΙΣΤΗΡΙΑ για τις πανελλήνιες εξετάσεις. Τηλ. 511-321. xyxy=(427,1793,546,1824)
classified-ad: ΑΓΓΛΙΚΑ, πτυχιούχος. Τηλ. 819-939. xyxy=(556,1533,675,1554)
classified-ad: ΠΩΛΟΥΝΤΑΙ παιδικά κρεβάτια και γραφείο. Τηλ. 812-005. xyxy=(685,979,844,1000)
classified-ad: ΠΕΡΙΦΗΜΟΣ αστρολόγος - χαρτομάντης. Κέρα Ιδομενέως 8. Τηλ. 521-107. xyxy=(1024,1143,1184,1174)
classified-ad: ΦΙΛΟΛΟΓΟΣ κατ' οίκον. Τηλ. 424-614. xyxy=(556,1225,675,1246)
classified-ad: ΠΩΛΕΙΤΑΙ Opel Gt Calf μοντ. 76 τηλ. 634-560. xyxy=(35,1294,158,1315)
classified-ad: ΑΓΓΛΙΚΑ μαθήματα Β.Α. με 8ετή πείρα, μόνο παραδίδει Lower. Τηλ. 831-921. xyxy=(298,1879,417,1920)
classified-ad: ΤΟ καιούργιο «Ανεμος» μεταφέρεται στην Ευρωπαϊκή Ζώνη. Τηλ. 414-665. xyxy=(1024,792,1184,823)
classified-ad: ΠΩΛΕΙΤΑΙ 1100/68 τηλ. 304-030. xyxy=(35,1748,158,1770)
classified-ad: ΠΩΛΕΙΤΑΙ τόρνος 3 μέτρων. Τηλ. 241-327, 825-154. xyxy=(35,2102,158,2133)
classified-ad: ΠΩΛΕΙΤΑΙ βιολί παλαιό ιταλικό. Τηλ. 725-122. xyxy=(685,617,844,639)
classified-ad: ΠΩΛΕΙΤΑΙ Βέσπα καινούργια 4.500 τηλ. 45.000, τηλ. 523-581. xyxy=(35,1363,158,1395)
classified-ad: ΑΓΓΛΙΚΗΣ καθηγητής με 15ετή πείρα και μεταπτυχιακό στην Αγγλία παραδίδει μαθήματα για το FCE, Proficiency, G.C.E. Τηλ. 266-822 καθημερινώς 7—10 μ.μ. xyxy=(298,859,417,931)
classified-ad: ΜΕΝΤΙΟΥΜ Ανατολίτισσα, Πειραιάς. Τηλ. 416-412. xyxy=(1024,1209,1184,1230)
classified-ad: ΠΩΛΕΙΤΑΙ Καλό 100 GL μοντέλο 76 τηλ. 616-311. xyxy=(35,437,158,459)
classified-ad: ΠΩΛΕΙΤΑΙ Ζάσταβα 1000 125.000 δρχ. Τηλ. 646-368. xyxy=(35,550,158,572)
classified-ad: ΠΩΛΕΙΤΑΙ ψυγείο επαγγελματικόν. Τηλ. ευκαιρίας. Αιόλου 23 Σ-τεμπρέγου. Τηλ. 263-153, 830-913. xyxy=(1024,587,1184,628)
classified-ad: ΑΠΟΧΑΜΠΥΝΤΑΙ και πλεκτομηχανής με καρό χειρόκινη - Λιοτική, Τηλ. 971-643. xyxy=(169,1398,287,1440)
section-heading: ΣΚΑΦΗ ΑΝΑΨΥΧΗΣ xyxy=(1024,634,1183,667)
classified-ad: ΠΩΛΕΙΤΑΙ 3 ραπτομηχανές Juki κοπτοράπτικη, πάγκοι, ράφι, σε τιμή ευκαιρίας. Τηλ. 617-615. xyxy=(169,1442,287,1493)
classified-ad: ΜΑΘΗΜΑΤΙΚΟΣ μεταπτυχιακός παραδίδει μαθήματα σε μαθητές Λυκείου. Τηλ. 201-512. xyxy=(556,330,675,371)
classified-ad: ΠΩΛΟΥΝΤΑΙ μπαλάκια Ζάκλο Σφαίρα, Καπουσέλη, άντλιες. Τηλ. 912-859, 915-714. xyxy=(169,1129,287,1170)
classified-ad: ΔΙΣΑ γυμναζόμενα στις γερμανικά μαθήματα κατ' οίκον. Τηλ. 732-538. xyxy=(556,513,675,544)
classified-ad: ΧΟΡΗΓΟΥΝΤΑΙ δάνεια και γίνονται ευκολίες με όλους τους τρόπους και τιμές από όλα τα ιδρύματα. Εξασφάλιση άμεση. xyxy=(855,103,1014,144)
classified-ad: ΑΓΟΡΑΖΟΝΤΑΙ — πωλούνται ακίνητα και εταιρείες. Τηλ. 831-124. xyxy=(855,223,1014,254)
classified-ad: ΠΩΛΕΙΤΑΙ Ταξί ιδιώτου αδείας 78 μοντ. τηλ. 221-500. xyxy=(35,1022,158,1053)
classified-ad: ΠΩΛΕΙΤΑΙ ραπτομηχανή 3 θεσμός Φ και 80 πραγματική Κουζίνες, 654, τηλ. 817-215, ή Ιουλιανής. xyxy=(169,1355,287,1397)
column-6 xyxy=(680,103,856,1708)
classified-ad: ΦΟΙΤΗΤΗΣ του Πολυτεχνείου παραδίδει Φυσική, Μαθηματικά, σε μαθητές Λυκείου. Τηλ. 919-831. xyxy=(427,922,546,974)
classified-ad: ΠΩΛΕΙΤΑΙ εξαρτήματα, μηχανήματα τηλ. 229-019. xyxy=(169,2143,287,2165)
classified-ad: ΑΛΦΑ: Προσοχή, για πρώτη φορά γίνονται τέτοιες προσφορές στα σαλόνια. Βενιζέλου 47. xyxy=(685,707,844,738)
classified-ad: ΠΩΛΕΙΤΑΙ Zastava δρχ. 50.000 καινούριο τηλ. 221-770. xyxy=(35,706,158,738)
classified-ad: ΚΑΘΗΓΗΤΗΣ αγγλικής φιλολογίας με πολυετή πείρα διδάσκει αγγλικά σε μαθητές όλων των τάξεων. Τηλ. 426-844. xyxy=(298,1461,417,1513)
classified-ad: ΠΩΛΕΙΤΑΙ τηλέφωνο άπό 4. Τηλ. 263-315. xyxy=(1024,244,1184,265)
column-5 xyxy=(551,104,680,1708)
classified-ad: ΑΛΦΑ: Κουζίνες όλων των ειδών, σε σχεδόν μηδενικές τιμές. Βενιζέλου 47. xyxy=(685,773,844,805)
classified-ad: ΠΩΛΕΙΤΑΙ Simca 1000 μοντέλο 49.000 δρχ. Τηλ. 781-075. xyxy=(35,674,158,705)
classified-ad: ΦΙΛΟΛΟΓΟΣ με πείρα παραδίδει μαθήματα αρχαίων, νέων και Λατινικών. Τηλ. 209-737 κ. Μπάκατα. xyxy=(427,591,546,642)
classified-ad: ΠΩΛΟΥΝΤΑΙ ιδιόχρωμο και ευρωπαϊκά μηχανήματα, κουρείου τηλ. 839-180 και 842-631. xyxy=(169,103,287,144)
classified-ad: ΕΞΙ μαθήματα μαθηματικών και φυσικής παραδίδει καθηγητής μέσης εκπαίδευσης με πολυετή πείρα σε πανελλήνιες εξετάσεις. Τηλ. 236-263, 536-095. xyxy=(298,1271,417,1343)
classified-ad: ΧΑΘΗΚΕ σκυλάκι μαλτέζικο. Τηλ. 801-337. xyxy=(855,573,1014,594)
classified-ad: ΠΩΛΕΙΤΑΙ κορδονομηχανή, πλακομηχανή. Τηλ. 913-571. xyxy=(169,1552,287,1593)
classified-ad: ΓΑΛΛΙΚΑ: μαθήματα κατ' οίκον από καθηγήτρια με μακροχρόνια πείρα. Τηλ. 516-880. xyxy=(427,1199,546,1240)
classified-ad: Φος χών τηλ. 911 xyxy=(1,211,16,243)
classified-ad: ψευ Ποι λυβ xyxy=(1,329,15,353)
classified-ad: ΠΩΛΕΙΤΑΙ πλεκτομηχανή Πασσάπ καλή κατάσταση. Τηλ. 912-571, 911-643. xyxy=(35,2135,158,2167)
running-head: ΣΥΝΕΧΕΙΑ ΑΠ' ΤΗ 18Η ΣΕΛΙΔΑ xyxy=(48,105,145,123)
classified-ad: ΦΥΣΙΚΟΣ με μεγάλη πείρα παραδίδει μαθήματα φυσικής και μαθηματικών σε μαθητές Λυκείου αναλαμβάνει και προετοιμασία για τις Πανελλήνιες. Τηλ. 301-345, 650-337. xyxy=(298,448,417,529)
classified-ad: ΠΤΥΧΙΟΥΧΟΣ αγγλικής φιλολογίας παραδίδει μαθήματα αγγλικών σε όλα τα επίπεδα. Τηλ. 411-521. xyxy=(427,1092,546,1144)
classified-ad: ΖΗΤΟΥΝΤΑΙ γεμάτα ηλεκτρικά φόδα. Πληροφορίες Σπάλη, Κυριακίδη 7, τηλ. 500-561. xyxy=(169,1215,287,1256)
classified-ad: ΥΠΟΛΑΙΣΠΕΣ προεξονται κι ευτηχισμένα, συσκευασμένα, με άδεια βιομηχανίας εργαστηρίου. Τηλ. 511-542. xyxy=(169,474,287,535)
classified-ad: ΝΤΕΤΕΚΤΙΒΣ 42 Mrs Ah, Θεσσαλονίκη, Εγνατία 44. Τηλ. 223-864. Έρευνες, παρακολουθήσεις, ειδικές υποθέσεις. xyxy=(1024,1274,1184,1326)
classified-ad: ΠΩΛΕΙΤΑΙ ντουλάπα τρίφυλλη. Τηλ. 836-409. xyxy=(685,1049,844,1069)
classified-ad: ΠΩΛΕΙΤΑΙ Radial 0,60 20.000 τηλ. 614-413. xyxy=(169,1662,287,1683)
classified-ad: ΒΑΡΚΑ πλαστ. 3,60 μ. τρέιλερ. Τηλ. 917-253. xyxy=(1024,971,1184,992)
column-2 xyxy=(163,103,293,2576)
classified-ad: ΠΩΛΕΙΤΑΙ Zastava 101 άριστα πλήρες. Τηλ. 414-652. xyxy=(35,484,158,515)
classified-ad: ΖΗΤΕΙΤΑΙ συνεταίρος με κεφάλαιο. Τηλ. 838-845. xyxy=(855,325,1014,347)
classified-ad: ΠΩΛΕΙΤΑΙ 131 1600 μοντέλο 1977 σε άριστη κατάσταση. Τηλ. 813-062. xyxy=(35,1420,158,1451)
classified-ad: ΦΟΙΤΗΤΡΙΑ δίνει ιδιαίτερα μαθήματα Αγγλικών, αναλαμβάνει μικρούς και μεγάλους μαθητές. Τηλ. 910-716. xyxy=(427,284,546,335)
classified-ad: ΖΗΤΟΥΝΤΑΙ μηχανής υλικών Όρρες Ρόλεξ σφαιρας καλά σε άριστη κατάσταση. Πλήρη προσφορά. Τηλ. 831-561. xyxy=(169,538,287,589)
classified-ad: ΚΑΘΗΓΗΤΡΙΑ φυσικομαθηματικός αναλαμβάνει την προετοιμασία μαθητών Γυμνασίου και Λυκείου. Τηλ. 519-837, 779-589. xyxy=(298,1345,417,1406)
classified-ad: ΦΟΙΤΗΤΡΙΑ γαλλικών. Τηλ. 412-320. xyxy=(556,1201,675,1222)
classified-ad: ΓΑΛΛΙΚΗ φιλόλογος Σορβόννης με πείρα. Τηλ. 836-270. xyxy=(556,700,675,731)
classified-ad: ΠΩΛΕΙΤΑΙ νυχτοπό Fiat N 1335 — Quickall, καινούργιο και αυτοσχεδιασμένη, 0-1 DCV—2518, τηλ. 612-752, 613-409, 613-14. xyxy=(169,146,287,208)
classified-ad: ΖΗΤΕΙΤΑΙ συνεταίρος. Τηλ. 300-174. xyxy=(855,372,1014,393)
classified-ad: ΦΟΙΤΗΤΡΙΑ μαθηματικών με πείρα αναλαμβάνει μαθητές. Τηλ. 523-103. xyxy=(427,1826,546,1868)
classified-ad: ΓΕΡΜΑΝΙΚΑ: δίνει απόφοιτος Πανεπιστημίου Γερμανίας μαθήματα για όλα τα επίπεδα. Τηλ. 841-124 ώρες 9—2. xyxy=(298,605,417,656)
classified-ad: ΚΑΘΗΓΗΤΡΙΑ Γερμανικών με πείρα, παραδίδει μαθήματα σε όλα τα επίπεδα Goethe. Τηλ. 219-432. xyxy=(427,1285,546,1337)
column-7 xyxy=(850,103,1030,1708)
classified-ad: ΠΩΛΟΥΝΤΑΙ 5 εξαρτήματα Ζεδερμαν με καινούργια μηχανή. Σε πολύ καλή τιμή. Τηλ. 823-451, 645-813. xyxy=(35,1951,158,2003)
section-heading: ΝΤΕΤΕΚΤΙΒΣ xyxy=(1024,1236,1183,1269)
classified-ad: ΠΩΛΕΙΤΑΙ τηλέφωνο άπό 2. Τηλ. 420-305. xyxy=(1024,221,1184,242)
classified-ad: ΦΟΙΤΗΤΡΙΑ φυσικομαθηματικού τμήματος παραδίδει μαθήματα σε μαθητές Γυμνασίου. Τηλ. 205-310. xyxy=(298,1579,417,1630)
classified-ad: ΦΟΙΤΗΤΡΙΑ γαλλικής φιλολογίας παραδίδει μαθήματα σε μαθητές. Τηλ. 521-843. xyxy=(427,1522,546,1564)
classified-ad: CELICA Toyota πωλείται, 1975 μοντέλο, τηλ. 272-724. xyxy=(35,955,158,987)
classified-ad: ΠΩΛΕΙΤΑΙ Renault 4L. Τηλ. 818-478. xyxy=(35,1317,158,1338)
classified-ad: ΠΩΛΕΙΤΑΙ Διάτ 750 τηλ. ευκαιρία. Τηλ. 571-070. xyxy=(35,773,158,795)
classified-ad: ΑΡΙΣΤΟΥΧΟΣ απόφοιτος Πολυτεχνείου παραδίδει μαθήματα Μαθηματικών και Φυσικής σε μαθητές Λυκείου. Επίσης προετοιμασία για τις Πανελλήνιες Εξετάσεις. Τηλ. 836-453. xyxy=(169,2377,287,2459)
classified-ad: ΖΗΤΕΙΤΑΙ συνεταίρος με 2—3.000 για νέα επιχείρηση. Τηλ. 210-811. xyxy=(855,256,1014,277)
classified-ad: ΠΩΛΕΙΤΑΙ τηλέφωνο άπό 9. Τηλ. 919-159. xyxy=(1024,383,1184,405)
classified-ad: ΕΛΛΗΝΙΔΑ καθηγήτρια Αγγλικής φιλολογίας, παραδίδει κατ' οίκον μαθήματα Proficiency. Τηλ. 831-143. xyxy=(427,1620,546,1671)
classified-ad: ΠΩΛΕΙΤΑΙ Boston 1r. 19 Πουλάει τομείτα, κουβάδια ευτηχ., 200 βάσ. τηλ. 213-593, 228-784. xyxy=(169,945,287,986)
classified-ad: ΠΩΛΕΙΤΑΙ 1300/76 καράβαν τηλ. 304-030. xyxy=(35,1771,158,1793)
classified-ad: ΜΟΥΣΙΚΗ σχολή κ. Γεωργιάδη, Τοσίτσα 97. 2ος όροφος τηλ. 262-211 λειτουργούν τμήματα πιάνου, κιθάρας, ορμονίου, ακορντεόν, μουσικής, ζωγραφικής αρμονίας, κατασκευής, καλλιτεχνίας. Τιμές προσιτές. xyxy=(298,103,417,205)
classified-ad: ΠΩΛΕΙΤΑΙ Εκπληκτικό ατσάλινο ψυγείο μόνον 25.000 δρχ. Τηλ. 532-842. xyxy=(169,1940,287,1972)
classified-ad: ΑΓΓΛΙΚΑ καθηγήτρια με πείρα. Τηλ. 422-816. xyxy=(556,866,675,887)
classified-ad: ΚΑΘΗΓΗΤΡΙΑ γαλλικής φιλολογίας με δίπλωμα Σορβόννης, παραδίδει κατ' οίκον μαθήματα για όλα τα επίπεδα. Τηλ. 656-677. xyxy=(427,1039,546,1090)
classified-ad: ΧΑΘΗΚΕ σκυλί λυκόσκυλο ονόματι Ρεξ περιοχή Γλυφάδας. Αμοιβή. Τηλ. 894-310. xyxy=(855,437,1014,468)
classified-ad: ΠΩΛΕΙΤΑΙ ηλεκτροκλείστρο, τηλ. 767-420. xyxy=(169,1997,287,2029)
classified-ad: ΠΤΥΧΙΟΥΧΟΣ αγγλικών με πείρα παραδίδει. Τηλ. 414-179. xyxy=(556,956,675,987)
classified-ad: ΧΑΘΗΚΑΝ έγγραφα σε τσάντα περιοχή Ομόνοιας. Αμοιβή. Τηλ. 521-318. xyxy=(855,470,1014,501)
classified-ad: ΑΓΓΛΙΚΑ παραδίδονται. Τηλ. 232-967. xyxy=(556,1317,675,1338)
classified-ad: ΠΩΛΕΙΤΑΙ βιβλιοθήκη τοίχου. Τηλ. 422-610. xyxy=(685,1072,844,1092)
classified-ad: ΜΑΘΗΜΑΤΙΚΟΣ με πείρα, παραδίδει κατ' οίκον. Τηλ. 202-634 και 628-220. xyxy=(298,1793,417,1833)
classified-ad: ΠΩΛΕΙΤΑΙ ραπτομηχανή «Bernina» τηλ. 912-712. xyxy=(169,2166,287,2188)
classified-ad: ΦΥΣΙΚΟΣ παραδίδει μαθήματα. Τηλ. 423-765. xyxy=(556,1178,675,1199)
classified-ad: ΚΑΘΗΓΗΤΡΙΑ φυσικομαθηματικός με πείρα παραδίδει Φυσική, Μαθηματικά. Τηλ. 626-843. xyxy=(427,1566,546,1617)
classified-ad: ΦΥΣΙΚΟΣ Καθηγητής μαθηματικά, φυσική. Τηλ. 306-479. xyxy=(685,246,844,267)
classified-ad: CITROEN DS πωλείται. Τηλ. 271-860. xyxy=(35,1055,158,1076)
classified-ad: ΠΕΤΖΩ 204, 76 μοντ. 45.000 χλμ. τηλ. 3-10 μ.μ. xyxy=(35,1135,158,1156)
classified-ad: ΠΩΛΕΙΤΑΙ καί Αγοράζονται τοίς μετρητοίς. Τηλ. 913-611. xyxy=(35,740,158,771)
classified-ad: ΠΩΛΕΙΤΑΙ Fiat 128 καράβαν άριστο, 1974, κόκκινο τηλ. 813-652. xyxy=(35,1453,158,1484)
classified-ad: ΠΩΛΟΥΝΤΑΙ 2 πλεκτομηχανές Ρίλεκτροναπάρτητες 16 & 6, Νο 7 λάιτε δαχτυλίδια. Τηλ. 223-941. xyxy=(169,838,287,890)
classified-ad: ΦΡΟΝΤΙΣΤΗΡΙΑ 'Εξ' λειτουργούν τμήματα για τις Πανελλήνιες. Τηλ. 267-830 και 278-931. xyxy=(427,1673,546,1715)
classified-ad: ΜΑΘΗΜΑΤΙΚΟΣ με πείρα στις εξετάσεις αναλαμβάνει μαθητές όλων των τάξεων. Ιδιαίτερα και σε ομάδες. Τηλ. 201-190. xyxy=(427,391,546,451)
classified-ad: ΠΩΛΟΥΝΤΑΙ 2 ραπτομηχανές εν λειτουργία ευκαιρία. Τηλ. 563-091. xyxy=(35,2058,158,2100)
classified-ad: ΠΙΑΝΑ ευκαιρίας, ανακαινισμένα, εγγύηση. Τηλ. 532-101. xyxy=(685,561,844,593)
classified-ad: ΤΕΛΕΙΟΦΟΙΤΟΣ του Πολυτεχνείου παραδίδει μαθήματα σε μαθητές για Πανελλήνιες. Τηλ. 416-075. xyxy=(427,1339,546,1391)
continued-note: ΣΥΝΕΧΕΙΑ ΣΤΗΝ 20Η ΣΕΛΙΔΑ xyxy=(1034,1351,1173,1362)
classified-ad: ΤΡΕΧΑΝΤΗΡΙ 14 μέτρων σε άριστη κατάσταση πωλείται σε τιμή ευκαιρίας. Τηλ. 0821—31-395. xyxy=(1024,725,1184,757)
classified-ad: ΠΩΛΕΙΤΑΙ σαλόνι κλασικό σε άριστη κατάσταση. Τηλ. 911-334. xyxy=(685,956,844,976)
classified-ad: ΠΩΛΕΙΤΑΙ 730/76 τηλ. 304-030. xyxy=(35,1818,158,1839)
classified-ad: ΚΑΘΗΓΗΤΗΣ γερμανικών, τηλ. 414-091 και 416-175. xyxy=(556,989,675,1020)
